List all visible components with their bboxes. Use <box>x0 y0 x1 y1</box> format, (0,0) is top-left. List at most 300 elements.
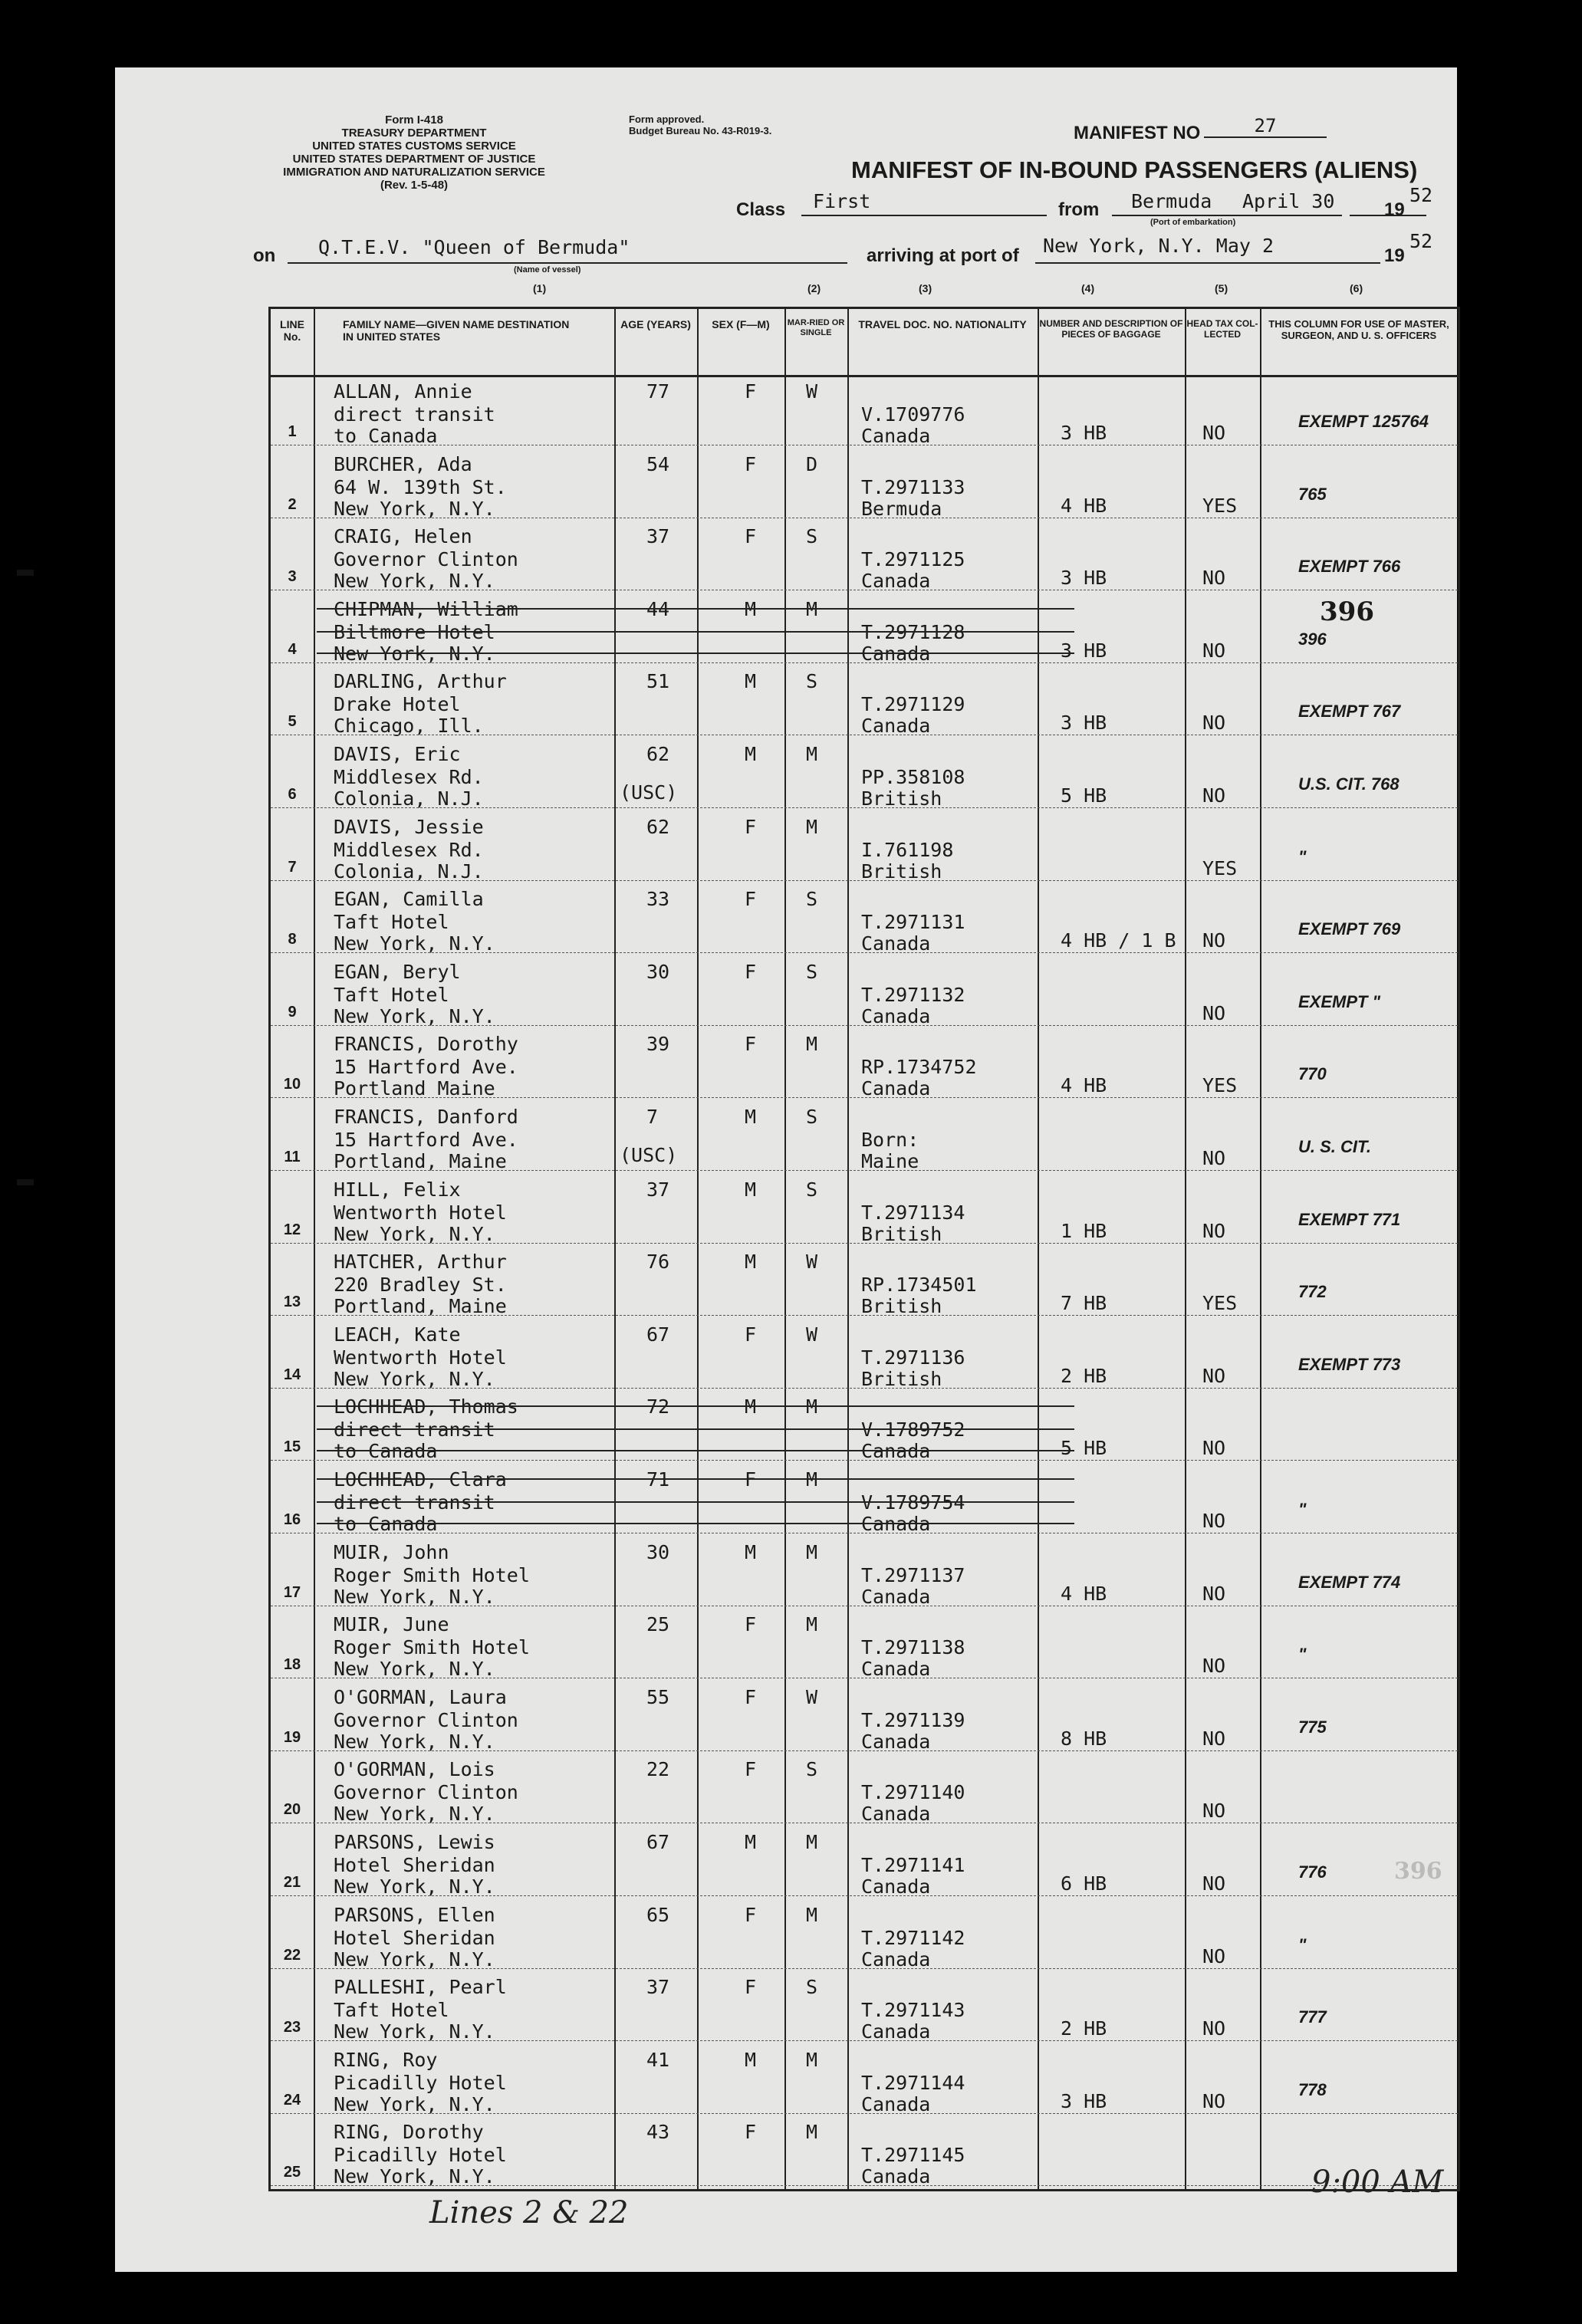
head-tax: NO <box>1202 2017 1226 2040</box>
nationality: British <box>861 1295 942 1318</box>
head-tax: NO <box>1202 712 1226 735</box>
from-label: from <box>1058 199 1100 220</box>
table-row <box>271 810 1458 881</box>
nationality: Canada <box>861 1730 931 1753</box>
head-tax: NO <box>1202 422 1226 444</box>
strikethrough-line <box>317 1450 1074 1451</box>
handwritten-time: 9:00 AM <box>1311 2165 1444 2200</box>
passenger-address-2: New York, N.Y. <box>334 1948 495 1971</box>
officer-note: 776 <box>1298 1862 1327 1882</box>
baggage: 3 HB <box>1061 2089 1107 2112</box>
line-number: 5 <box>288 713 297 731</box>
passenger-address-1: 220 Bradley St. <box>334 1274 507 1297</box>
class-label: Class <box>736 199 786 220</box>
faded-396: 396 <box>1394 1858 1442 1885</box>
col-headtax: HEAD TAX COL-LECTED <box>1186 318 1258 340</box>
nationality: Canada <box>861 1077 931 1100</box>
passenger-sex: M <box>745 1106 757 1128</box>
head-tax: NO <box>1202 1872 1226 1895</box>
page-title: MANIFEST OF IN-BOUND PASSENGERS (ALIENS) <box>851 156 1418 183</box>
table-row <box>271 520 1458 593</box>
passenger-name: HATCHER, Arthur <box>334 1251 507 1274</box>
head-tax: YES <box>1202 1074 1238 1097</box>
passenger-name: O'GORMAN, Lois <box>334 1758 495 1781</box>
passenger-name: EGAN, Camilla <box>334 888 484 911</box>
table-row <box>271 1318 1458 1389</box>
line-number: 13 <box>283 1293 301 1311</box>
nationality: Canada <box>861 570 931 593</box>
head-tax: NO <box>1202 567 1226 590</box>
passenger-age: 55 <box>646 1685 670 1708</box>
table-row <box>271 1245 1458 1316</box>
passenger-age: 43 <box>646 2121 670 2144</box>
travel-doc-no: T.2971145 <box>861 2144 965 2167</box>
table-row <box>271 1173 1458 1244</box>
table-row <box>271 1753 1458 1826</box>
table-row <box>271 1536 1458 1606</box>
head-tax: NO <box>1202 1001 1226 1024</box>
class-value: First <box>813 190 871 212</box>
manifest-number-value: 27 <box>1204 115 1327 138</box>
passenger-age: 7 <box>646 1106 659 1128</box>
travel-doc-no: T.2971142 <box>861 1926 965 1949</box>
officer-note: 775 <box>1298 1717 1327 1737</box>
passenger-address-2: New York, N.Y. <box>334 2165 495 2188</box>
baggage: 3 HB <box>1061 639 1107 662</box>
baggage: 3 HB <box>1061 712 1107 735</box>
passenger-age: 67 <box>646 1831 670 1853</box>
manifest-number <box>1074 115 1277 144</box>
row-divider <box>271 1388 1458 1389</box>
col-num-1: (1) <box>533 282 547 294</box>
travel-doc-no: T.2971133 <box>861 475 965 498</box>
table-row <box>271 1898 1458 1969</box>
usc-note: (USC) <box>620 781 678 804</box>
ins-label: IMMIGRATION AND NATURALIZATION SERVICE <box>283 166 545 179</box>
passenger-name: CHIPMAN, William <box>334 597 518 620</box>
passenger-age: 37 <box>646 1178 670 1201</box>
arrival-year-value: 52 <box>1409 230 1433 252</box>
passenger-address-1: Taft Hotel <box>334 911 449 934</box>
column-header-row <box>271 309 1458 377</box>
marital-status: M <box>806 1613 818 1636</box>
officer-note: EXEMPT 125764 <box>1298 412 1429 431</box>
passenger-address-2: New York, N.Y. <box>334 1875 495 1898</box>
row-divider <box>271 1315 1458 1316</box>
passenger-name: PARSONS, Ellen <box>334 1903 495 1926</box>
passenger-address-1: Middlesex Rd. <box>334 766 484 788</box>
head-tax: NO <box>1202 1727 1226 1750</box>
col-num-6: (6) <box>1350 282 1363 294</box>
head-tax: NO <box>1202 1582 1226 1605</box>
passenger-address-1: Biltmore Hotel <box>334 620 495 643</box>
travel-doc-no: V.1709776 <box>861 403 965 426</box>
passenger-sex: F <box>745 960 757 983</box>
passenger-age: 25 <box>646 1613 670 1636</box>
officer-note: EXEMPT " <box>1298 991 1381 1011</box>
head-tax: NO <box>1202 1655 1226 1678</box>
total-396: 396 <box>1320 597 1374 627</box>
table-row <box>271 955 1458 1026</box>
vessel-value: Q.T.E.V. "Queen of Bermuda" <box>318 236 630 258</box>
table-row <box>271 1027 1458 1098</box>
passenger-sex: F <box>745 2121 757 2144</box>
passenger-address-1: Governor Clinton <box>334 1708 518 1731</box>
baggage: 2 HB <box>1061 2017 1107 2040</box>
marital-status: M <box>806 1468 818 1491</box>
passenger-address-1: direct transit <box>334 1491 495 1514</box>
passenger-sex: M <box>745 1831 757 1853</box>
row-divider <box>271 1750 1458 1751</box>
nationality: Canada <box>861 2165 931 2188</box>
head-tax: NO <box>1202 1800 1226 1823</box>
form-number: Form I-418 <box>385 113 443 127</box>
passenger-address-2: Colonia, N.J. <box>334 860 484 883</box>
strikethrough-line <box>317 608 1074 610</box>
passenger-sex: M <box>745 1395 757 1418</box>
passenger-sex: F <box>745 1033 757 1056</box>
binder-hole <box>17 1436 52 1471</box>
officer-note: U. S. CIT. <box>1298 1137 1371 1156</box>
officer-note: " <box>1298 1645 1307 1665</box>
head-tax: NO <box>1202 1219 1226 1242</box>
passenger-address-1: Picadilly Hotel <box>334 2144 507 2167</box>
marital-status: M <box>806 815 818 838</box>
table-row <box>271 1100 1458 1171</box>
travel-doc-no: T.2971131 <box>861 911 965 934</box>
passenger-sex: F <box>745 1613 757 1636</box>
passenger-sex: M <box>745 1540 757 1563</box>
passenger-age: 72 <box>646 1395 670 1418</box>
vessel-underline <box>288 262 847 264</box>
strikethrough-line <box>317 1501 1074 1503</box>
passenger-age: 33 <box>646 888 670 911</box>
officer-note: 765 <box>1298 484 1327 504</box>
strikethrough-line <box>317 631 1074 633</box>
row-divider <box>271 1170 1458 1171</box>
table-row <box>271 1971 1458 2041</box>
passenger-sex: F <box>745 815 757 838</box>
passenger-age: 71 <box>646 1468 670 1491</box>
row-divider <box>271 2040 1458 2041</box>
travel-doc-no: T.2971125 <box>861 548 965 571</box>
marital-status: W <box>806 1323 818 1346</box>
head-tax: NO <box>1202 2089 1226 2112</box>
passenger-sex: M <box>745 2048 757 2071</box>
row-divider <box>271 1243 1458 1244</box>
passenger-age: 30 <box>646 960 670 983</box>
table-row <box>271 1463 1458 1533</box>
travel-doc-no: I.761198 <box>861 838 954 861</box>
passenger-age: 54 <box>646 452 670 475</box>
line-number: 4 <box>288 640 297 658</box>
col-num-5: (5) <box>1215 282 1228 294</box>
passenger-address-2: Portland, Maine <box>334 1150 507 1172</box>
nationality: Canada <box>861 1658 931 1681</box>
travel-doc-no: T.2971129 <box>861 693 965 716</box>
marital-status: S <box>806 1758 818 1781</box>
marital-status: W <box>806 1685 818 1708</box>
passenger-address-2: Colonia, N.J. <box>334 787 484 810</box>
head-tax: YES <box>1202 1292 1238 1315</box>
baggage: 4 HB <box>1061 494 1107 517</box>
travel-doc-no: T.2971141 <box>861 1854 965 1876</box>
table-row <box>271 738 1458 808</box>
passenger-age: 76 <box>646 1251 670 1274</box>
passenger-address-2: Chicago, Ill. <box>334 715 484 738</box>
passenger-address-1: Taft Hotel <box>334 983 449 1006</box>
line-number: 22 <box>283 1946 301 1964</box>
travel-doc-no: PP.358108 <box>861 766 965 788</box>
nationality: British <box>861 1367 942 1390</box>
year-prefix: 19 <box>1384 199 1405 220</box>
baggage: 4 HB / 1 B <box>1061 929 1176 952</box>
passenger-address-1: Governor Clinton <box>334 548 518 571</box>
passenger-address-1: Hotel Sheridan <box>334 1926 495 1949</box>
passenger-sex: M <box>745 1178 757 1201</box>
head-tax: NO <box>1202 784 1226 807</box>
passenger-name: EGAN, Beryl <box>334 960 461 983</box>
passenger-address-1: Hotel Sheridan <box>334 1854 495 1876</box>
manifest-number-label: MANIFEST NO <box>1074 123 1201 143</box>
passenger-sex: F <box>745 380 757 403</box>
passenger-address-2: New York, N.Y. <box>334 1585 495 1608</box>
year-value: 52 <box>1409 184 1433 206</box>
head-tax: YES <box>1202 494 1238 517</box>
head-tax: NO <box>1202 1944 1226 1967</box>
marital-status: S <box>806 1106 818 1128</box>
marital-status: S <box>806 888 818 911</box>
passenger-address-2: New York, N.Y. <box>334 2020 495 2043</box>
line-number: 3 <box>288 568 297 586</box>
marital-status: M <box>806 1540 818 1563</box>
approval-note <box>629 113 771 136</box>
passenger-age: 41 <box>646 2048 670 2071</box>
date-value: April 30 <box>1242 190 1335 212</box>
nationality: British <box>861 787 942 810</box>
travel-doc-no: T.2971139 <box>861 1708 965 1731</box>
head-tax: YES <box>1202 856 1238 879</box>
on-label: on <box>253 245 276 266</box>
binder-hole <box>17 282 52 317</box>
passenger-address-2: New York, N.Y. <box>334 1730 495 1753</box>
passenger-address-2: New York, N.Y. <box>334 1004 495 1027</box>
passenger-address-2: Portland, Maine <box>334 1295 507 1318</box>
head-tax: NO <box>1202 1437 1226 1460</box>
col-name: FAMILY NAME—GIVEN NAME DESTINATION IN UNITED STATES <box>343 318 570 343</box>
head-tax: NO <box>1202 639 1226 662</box>
passenger-age: 51 <box>646 670 670 693</box>
revision-label: (Rev. 1-5-48) <box>380 179 449 192</box>
passenger-address-1: Picadilly Hotel <box>334 2071 507 2094</box>
travel-doc-no: T.2971128 <box>861 620 965 643</box>
nationality: Canada <box>861 2020 931 2043</box>
passenger-name: O'GORMAN, Laura <box>334 1685 507 1708</box>
passenger-age: 77 <box>646 380 670 403</box>
row-divider <box>271 1895 1458 1896</box>
row-divider <box>271 807 1458 808</box>
officer-note: " <box>1298 1500 1307 1519</box>
nationality: British <box>861 860 942 883</box>
passenger-age: 67 <box>646 1323 670 1346</box>
baggage: 1 HB <box>1061 1219 1107 1242</box>
passenger-address-1: 15 Hartford Ave. <box>334 1056 518 1079</box>
baggage: 4 HB <box>1061 1582 1107 1605</box>
row-divider <box>271 952 1458 953</box>
table-row <box>271 2043 1458 2114</box>
passenger-address-1: Wentworth Hotel <box>334 1201 507 1224</box>
passenger-age: 22 <box>646 1758 670 1781</box>
line-number: 17 <box>283 1583 301 1601</box>
passenger-address-2: New York, N.Y. <box>334 932 495 955</box>
passenger-address-2: to Canada <box>334 1440 438 1463</box>
line-number: 12 <box>283 1221 301 1238</box>
justice-label: UNITED STATES DEPARTMENT OF JUSTICE <box>292 153 536 166</box>
nationality: Canada <box>861 1875 931 1898</box>
line-number: 24 <box>283 2091 301 2109</box>
marital-status: M <box>806 1033 818 1056</box>
nationality: Canada <box>861 1513 931 1535</box>
passenger-sex: M <box>745 743 757 765</box>
table-row <box>271 883 1458 953</box>
approval-line: Form approved. <box>629 113 705 125</box>
passenger-address-2: Portland Maine <box>334 1077 495 1100</box>
passenger-age: 65 <box>646 1903 670 1926</box>
customs-label: UNITED STATES CUSTOMS SERVICE <box>312 140 516 153</box>
line-number: 7 <box>288 858 297 876</box>
table-row <box>271 1390 1458 1461</box>
nationality: Maine <box>861 1150 919 1172</box>
passenger-name: FRANCIS, Danford <box>334 1106 518 1128</box>
nationality: Canada <box>861 2092 931 2115</box>
line-number: 2 <box>288 495 297 513</box>
col-num-3: (3) <box>919 282 932 294</box>
passenger-age: 39 <box>646 1033 670 1056</box>
passenger-address-1: direct transit <box>334 403 495 426</box>
arrival-value: New York, N.Y. May 2 <box>1043 235 1274 257</box>
passenger-name: MUIR, June <box>334 1613 449 1636</box>
marital-status: M <box>806 1903 818 1926</box>
travel-doc-no: T.2971144 <box>861 2071 965 2094</box>
passenger-name: PALLESHI, Pearl <box>334 1976 507 1999</box>
officer-note: U.S. CIT. 768 <box>1298 774 1399 794</box>
col-travel: TRAVEL DOC. NO. NATIONALITY <box>858 318 1027 330</box>
row-divider <box>271 2185 1458 2186</box>
col-age: AGE (YEARS) <box>620 318 691 330</box>
baggage: 3 HB <box>1061 567 1107 590</box>
passenger-age: 62 <box>646 815 670 838</box>
table-row <box>271 375 1458 445</box>
arrival-underline <box>1035 262 1380 264</box>
col-num-4: (4) <box>1081 282 1095 294</box>
from-value: Bermuda <box>1131 190 1212 212</box>
class-underline <box>801 215 1047 216</box>
line-number: 19 <box>283 1728 301 1746</box>
passenger-address-2: to Canada <box>334 1513 438 1535</box>
col-officers: THIS COLUMN FOR USE OF MASTER, SURGEON, AND U. S. OFFICERS <box>1268 318 1449 341</box>
passenger-address-2: New York, N.Y. <box>334 497 495 520</box>
passenger-name: HILL, Felix <box>334 1178 461 1201</box>
passenger-address-2: New York, N.Y. <box>334 642 495 665</box>
travel-doc-no: V.1789754 <box>861 1491 965 1514</box>
line-number: 16 <box>283 1511 301 1528</box>
passenger-address-1: direct transit <box>334 1418 495 1441</box>
marital-status: M <box>806 1831 818 1853</box>
marital-status: M <box>806 743 818 765</box>
budget-bureau-line: Budget Bureau No. 43-R019-3. <box>629 125 772 136</box>
row-divider <box>271 1460 1458 1461</box>
baggage: 2 HB <box>1061 1364 1107 1387</box>
passenger-name: DARLING, Arthur <box>334 670 507 693</box>
line-number: 1 <box>288 423 297 440</box>
marital-status: S <box>806 670 818 693</box>
passenger-address-1: Wentworth Hotel <box>334 1346 507 1369</box>
table-row <box>271 448 1458 518</box>
officer-note: 770 <box>1298 1064 1327 1084</box>
baggage: 3 HB <box>1061 422 1107 444</box>
usc-note: (USC) <box>620 1144 678 1166</box>
from-caption: (Port of embarkation) <box>1150 218 1236 227</box>
travel-doc-no: T.2971140 <box>861 1781 965 1804</box>
travel-doc-no: T.2971138 <box>861 1636 965 1659</box>
handwritten-footer: Lines 2 & 22 <box>429 2195 629 2230</box>
passenger-name: DAVIS, Jessie <box>334 815 484 838</box>
travel-doc-no: T.2971143 <box>861 1999 965 2022</box>
marital-status: S <box>806 1976 818 1999</box>
col-sex: SEX (F—M) <box>712 318 770 330</box>
from-underline <box>1112 215 1342 216</box>
marital-status: M <box>806 597 818 620</box>
col-line: LINE No. <box>280 318 304 343</box>
passenger-name: LOCHHEAD, Clara <box>334 1468 507 1491</box>
binder-mark <box>17 1179 34 1185</box>
passenger-sex: F <box>745 1468 757 1491</box>
officer-note: EXEMPT 771 <box>1298 1209 1401 1229</box>
marital-status: W <box>806 380 818 403</box>
line-number: 10 <box>283 1076 301 1093</box>
nationality: Canada <box>861 425 931 447</box>
passenger-address-2: New York, N.Y. <box>334 1658 495 1681</box>
marital-status: S <box>806 1178 818 1201</box>
passenger-sex: F <box>745 525 757 548</box>
passenger-age: 37 <box>646 1976 670 1999</box>
officer-note: " <box>1298 1934 1307 1954</box>
col-married: MAR-RIED OR SINGLE <box>787 318 845 337</box>
officer-note: EXEMPT 773 <box>1298 1354 1401 1374</box>
treasury-label: TREASURY DEPARTMENT <box>341 127 487 140</box>
passenger-address-2: New York, N.Y. <box>334 1222 495 1245</box>
passenger-address-1: Taft Hotel <box>334 1999 449 2022</box>
passenger-age: 44 <box>646 597 670 620</box>
binder-hole <box>17 1885 52 1920</box>
vessel-caption: (Name of vessel) <box>514 265 581 274</box>
marital-status: D <box>806 452 818 475</box>
line-number: 11 <box>284 1149 301 1165</box>
nationality: Canada <box>861 715 931 738</box>
line-number: 21 <box>283 1874 301 1891</box>
nationality: Bermuda <box>861 497 942 520</box>
officer-note: 778 <box>1298 2079 1327 2099</box>
passenger-sex: F <box>745 888 757 911</box>
head-tax: NO <box>1202 1510 1226 1532</box>
passenger-address-1: 15 Hartford Ave. <box>334 1129 518 1151</box>
table-row <box>271 593 1458 663</box>
travel-doc-no: T.2971136 <box>861 1346 965 1369</box>
table-row <box>271 1681 1458 1751</box>
travel-doc-no: Born: <box>861 1129 919 1151</box>
line-number: 8 <box>288 931 297 948</box>
strikethrough-line <box>317 1478 1074 1480</box>
